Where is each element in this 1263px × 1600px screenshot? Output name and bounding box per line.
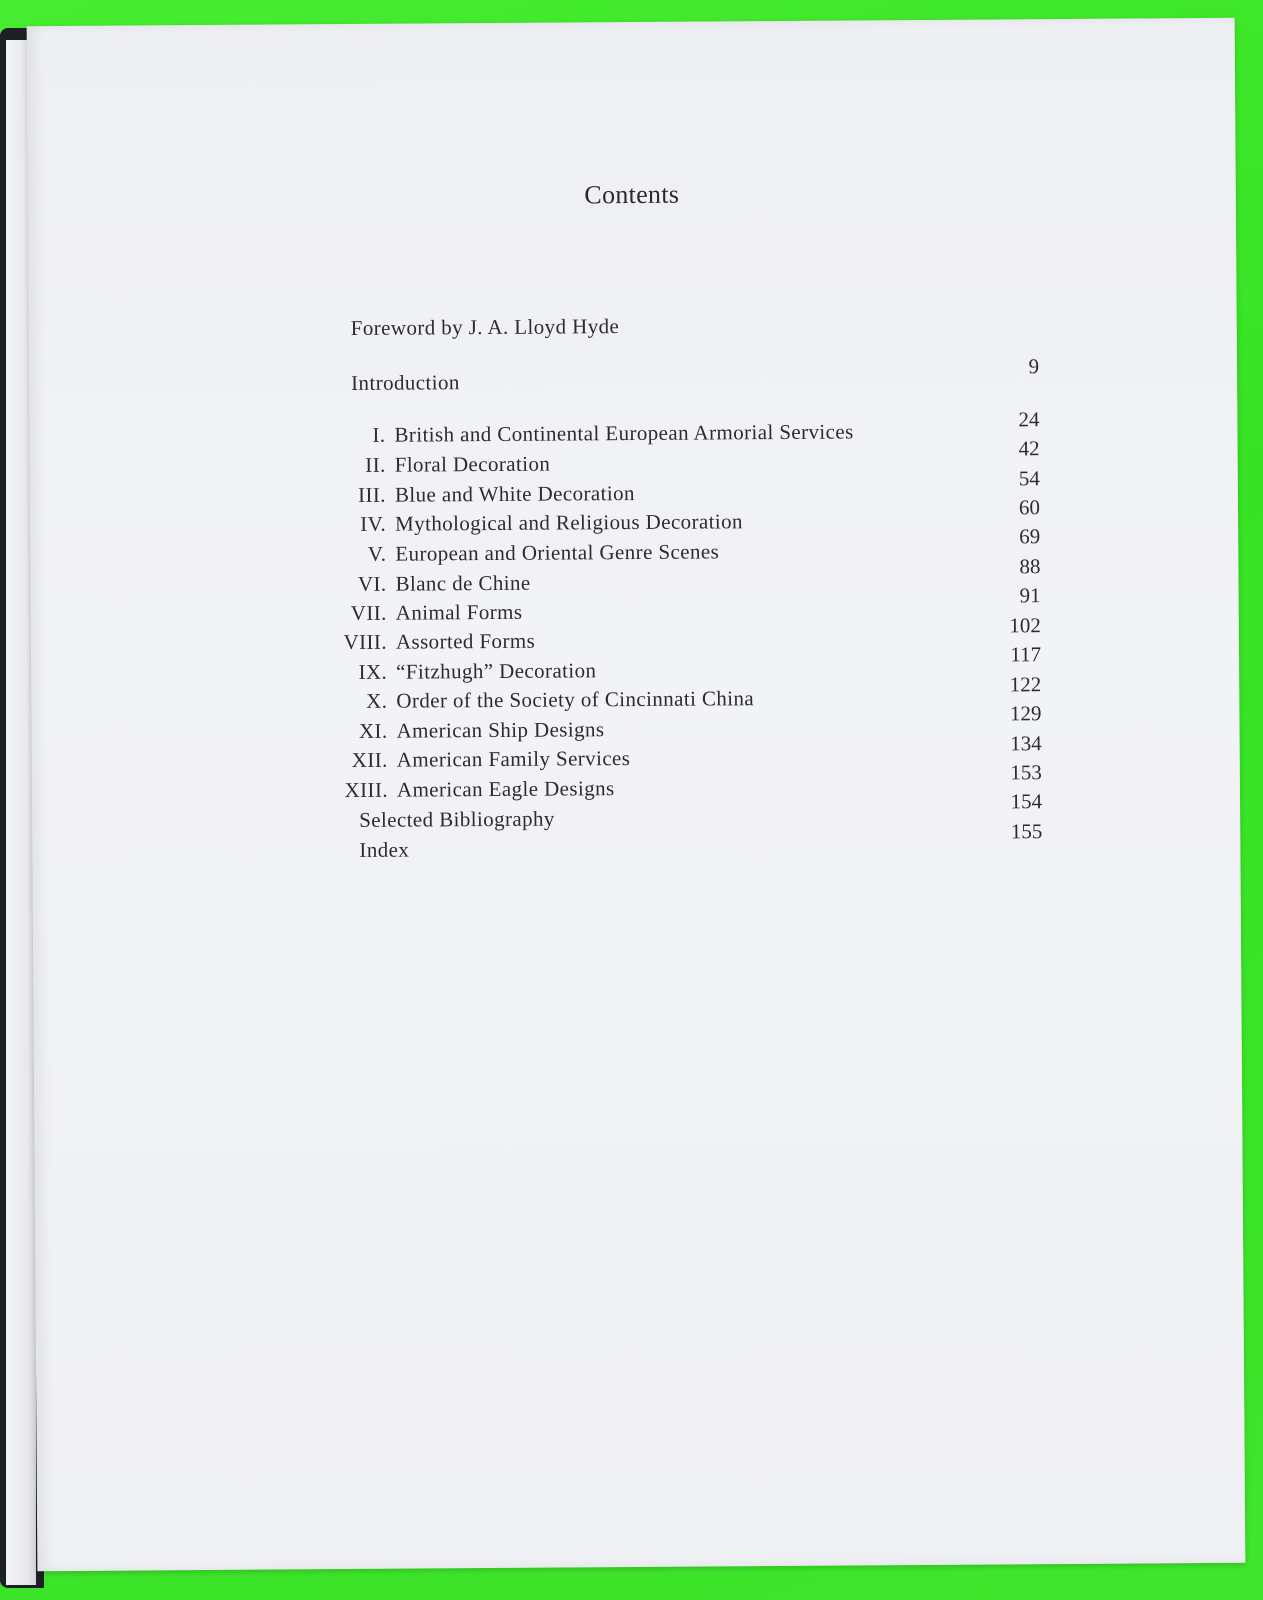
chapter-numeral: IV. xyxy=(360,511,387,536)
toc-entry-index xyxy=(359,838,409,863)
chapter-title: American Eagle Designs xyxy=(396,776,615,802)
toc-chapter-9 xyxy=(331,658,596,685)
page-number: 88 xyxy=(1019,554,1041,579)
toc-chapter-6 xyxy=(330,571,530,597)
page-title: Contents xyxy=(584,179,680,210)
page-number: 9 xyxy=(1028,354,1040,379)
page-number: 154 xyxy=(1010,789,1043,814)
toc-chapter-2 xyxy=(330,452,551,479)
chapter-numeral: I. xyxy=(372,422,386,447)
page-number: 102 xyxy=(1009,613,1041,638)
page-number: 117 xyxy=(1010,642,1042,667)
chapter-title: Assorted Forms xyxy=(395,628,536,654)
chapter-title: Floral Decoration xyxy=(394,451,551,477)
chapter-numeral: II. xyxy=(365,452,386,477)
toc-chapter-10 xyxy=(331,686,754,714)
page-number: 69 xyxy=(1019,524,1041,549)
chapter-title: Order of the Society of Cincinnati China xyxy=(396,686,755,713)
chapter-numeral: III. xyxy=(357,482,386,507)
toc-entry-label: Selected Bibliography xyxy=(359,806,555,832)
toc-chapter-11 xyxy=(331,717,604,744)
toc-chapter-12 xyxy=(332,746,631,773)
toc-chapter-4 xyxy=(330,509,743,537)
chapter-numeral: VI. xyxy=(357,571,387,596)
chapter-title: British and Continental European Armorial Services xyxy=(394,419,854,447)
toc-entry-introduction xyxy=(351,370,460,396)
toc-chapter-7 xyxy=(331,600,523,626)
toc-entry-label: Foreword by J. A. Lloyd Hyde xyxy=(350,314,620,340)
chapter-title: Mythological and Religious Decoration xyxy=(395,509,744,536)
page-number: 153 xyxy=(1010,760,1042,785)
chapter-title: American Ship Designs xyxy=(396,717,605,743)
chapter-numeral: XII. xyxy=(351,747,388,772)
page-number: 129 xyxy=(1009,701,1042,726)
chapter-numeral: VIII. xyxy=(343,629,388,655)
page-number: 60 xyxy=(1018,495,1041,520)
toc-chapter-3 xyxy=(330,481,635,508)
page-number: 134 xyxy=(1010,731,1042,756)
chapter-numeral: IX. xyxy=(358,659,388,684)
chapter-numeral: XI. xyxy=(358,718,388,743)
toc-chapter-13 xyxy=(332,776,615,803)
chapter-title: Blue and White Decoration xyxy=(394,481,635,507)
page-number: 54 xyxy=(1018,466,1040,491)
chapter-title: Animal Forms xyxy=(395,599,523,625)
toc-entry-label: Index xyxy=(359,837,410,862)
chapter-title: Blanc de Chine xyxy=(395,570,531,596)
chapter-numeral: XIII. xyxy=(344,777,389,803)
chapter-title: European and Oriental Genre Scenes xyxy=(395,539,720,566)
chapter-title: “Fitzhugh” Decoration xyxy=(396,658,597,684)
chapter-numeral: V. xyxy=(367,541,387,566)
toc-entry-label: Introduction xyxy=(351,370,460,395)
toc-chapter-5 xyxy=(330,539,719,567)
chapter-title: American Family Services xyxy=(396,746,631,772)
toc-chapter-1 xyxy=(329,419,853,448)
page-number: 91 xyxy=(1019,583,1041,608)
page-number: 122 xyxy=(1009,672,1042,697)
chapter-numeral: VII. xyxy=(350,600,387,625)
page-number: 42 xyxy=(1018,436,1040,461)
contents-page xyxy=(27,18,1246,1571)
page-number: 155 xyxy=(1010,819,1043,844)
toc-entry-foreword xyxy=(351,314,620,341)
chapter-numeral: X. xyxy=(366,688,388,713)
toc-chapter-8 xyxy=(331,629,535,655)
toc-entry-bibliography xyxy=(359,807,555,833)
page-number: 24 xyxy=(1018,407,1040,432)
